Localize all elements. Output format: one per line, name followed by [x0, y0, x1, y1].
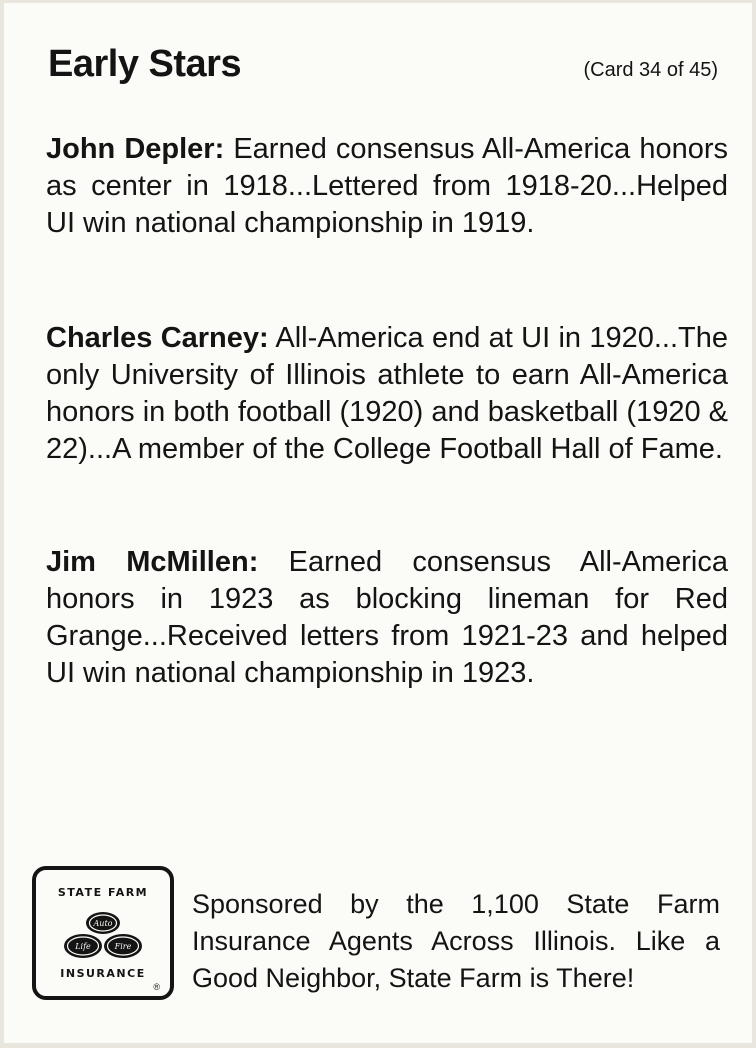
player-name: Jim McMillen:	[46, 546, 259, 578]
trading-card-back	[4, 3, 752, 1043]
player-entry-carney	[46, 320, 728, 468]
emblem-word-auto: Auto	[93, 919, 113, 928]
player-entry-depler	[46, 131, 728, 242]
emblem-word-fire: Fire	[114, 942, 132, 951]
card-number: (Card 34 of 45)	[583, 59, 718, 81]
registered-mark: ®	[153, 982, 160, 992]
player-name: John Depler:	[46, 133, 225, 165]
player-bio: Earned consensus All-America honors in 1923 as blocking lineman for Red Grange...Received letters from 1921-23 and helped UI win national championship in 1923.	[46, 546, 728, 689]
player-entry-mcmillen	[46, 544, 728, 692]
logo-bottom-text: INSURANCE	[60, 967, 146, 980]
three-ovals-emblem-icon	[57, 906, 149, 964]
player-name: Charles Carney:	[46, 322, 269, 354]
card-title: Early Stars	[48, 43, 242, 85]
player-bio: Earned consensus All-America honors as center in 1918...Lettered from 1918-20...Helped UI win national championship in 1919.	[46, 133, 729, 239]
sponsor-text: Sponsored by the 1,100 State Farm Insurance Agents Across Illinois. Like a Good Neighbor, State Farm is There!	[192, 889, 720, 993]
sponsor-footer	[32, 866, 732, 1011]
player-bio: All-America end at UI in 1920...The only University of Illinois athlete to earn All-America honors in both football (1920) and basketball (1920 & 22)...A member of the College Football Hall of Fame.	[46, 322, 728, 465]
state-farm-logo	[32, 866, 174, 1000]
emblem-word-life: Life	[75, 942, 91, 951]
card-header	[48, 43, 718, 93]
logo-top-text: STATE FARM	[57, 886, 149, 899]
